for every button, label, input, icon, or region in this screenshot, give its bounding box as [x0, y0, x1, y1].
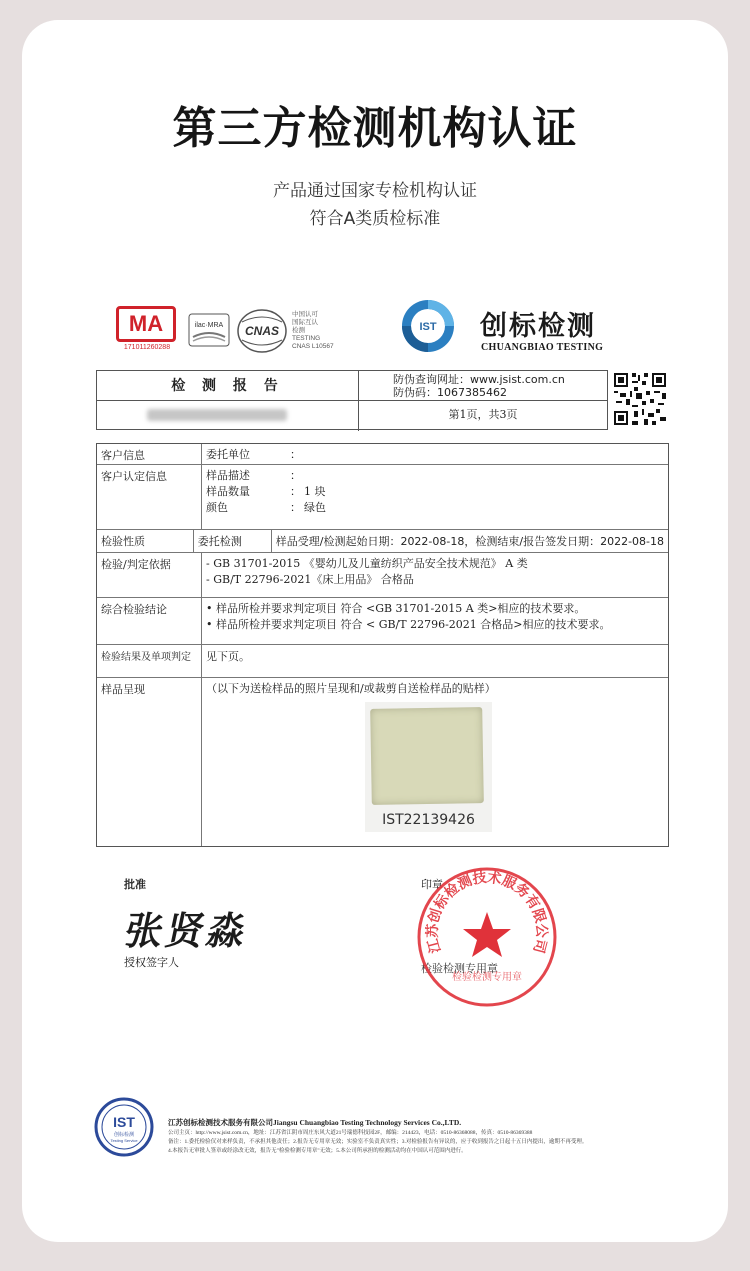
official-stamp: [412, 862, 562, 1012]
page-info: 第1页，共3页: [448, 408, 518, 421]
value-results: 见下页。: [206, 650, 250, 663]
footer-note1: 备注：1.委托检验仅对来样负责，不承担其他责任；2.报告无专用章无效；实验室不负责真实性；3.对检验报告有异议的，应于收到报告之日起十五日内提出，逾期不再受理。: [168, 1139, 588, 1145]
conclusion-line2: • 样品所检并要求判定项目 符合 < GB/T 22796-2021 合格品>相应的技术要求。: [206, 618, 611, 631]
label-sample-desc: 样品描述: [206, 469, 250, 482]
signatory-label: 授权签字人: [124, 956, 179, 969]
seal-bottom-label: 检验检测专用章: [421, 962, 498, 975]
seal-label: 印章: [421, 878, 443, 891]
sample-photo: [365, 702, 492, 832]
cnas-note: 中国认可 国际互认 检测 TESTING CNAS L10567: [292, 311, 334, 350]
star-icon: [463, 912, 511, 957]
basis-line2: - GB/T 22796-2021《床上用品》 合格品: [206, 573, 414, 586]
verify-code: 1067385462: [437, 386, 507, 399]
ist-footer-en: Testing Service: [110, 1138, 138, 1143]
value-color: 绿色: [304, 501, 326, 514]
label-basis: 检验/判定依据: [97, 553, 202, 597]
subtitle-line2: 符合A类质检标准: [309, 209, 441, 229]
subtitle-line1: 产品通过国家专检机构认证: [273, 181, 477, 201]
value-dates: 样品受理/检测起始日期：2022-08-18，检测结束/报告签发日期：2022-08-18: [275, 535, 664, 548]
row-conclusion: [97, 598, 668, 645]
label-color: 颜色: [206, 501, 228, 514]
ilac-mra-logo: [188, 313, 230, 347]
cma-logo: [116, 306, 178, 356]
ist-footer-logo: [94, 1097, 154, 1157]
cnas-text: CNAS: [244, 324, 280, 338]
verify-cell: [359, 371, 607, 401]
footer-company: 江苏创标检测技术服务有限公司Jiangsu Chuangbiao Testing Technology Services Co.,LTD.: [168, 1118, 462, 1127]
report-number-cell: [97, 401, 359, 431]
label-client-unit: 委托单位: [206, 448, 250, 461]
ist-brand-english: CHUANGBIAO TESTING: [481, 342, 604, 353]
page-title: 第三方检测机构认证: [172, 103, 578, 154]
verify-code-line: 防伪码：1067385462: [393, 386, 507, 399]
fabric-swatch: [370, 707, 484, 805]
footer-note2: 4.本报告无审批人签章或经涂改无效，报告无"检验检测专用章"无效；5.本公司所承担的检测活动均在中国认可范围内进行。: [168, 1148, 467, 1154]
value-inspection-nature: 委托检测: [194, 530, 272, 552]
label-results: 检验结果及单项判定: [97, 645, 202, 677]
ist-footer-text: IST: [113, 1114, 135, 1130]
ist-footer-sub: 创标检测: [113, 1132, 135, 1138]
cnas-logo: [236, 308, 288, 354]
report-header: [96, 370, 608, 430]
signature: 张贤淼: [120, 908, 254, 953]
value-sample-qty: 1 块: [304, 485, 326, 498]
label-sample: 样品呈现: [97, 678, 202, 846]
row-client-confirm: 客户认定信息 样品描述 ： 样品数量 ： 1 块 颜色 ： 绿色: [97, 465, 668, 530]
label-sample-qty: 样品数量: [206, 485, 250, 498]
ist-logo-icon: [400, 298, 456, 354]
row-basis: [97, 553, 668, 598]
svg-text:IST: IST: [419, 321, 437, 333]
verify-url: 防伪查询网址：www.jsist.com.cn: [393, 373, 565, 386]
qr-code-icon: [612, 371, 668, 427]
row-inspection-nature: [97, 530, 668, 553]
cma-number: 171011260288: [123, 344, 171, 351]
row-results: [97, 645, 668, 678]
footer-address: 公司主页：http://www.jsist.com.cn，地址：江苏省江阴市周庄东风大道21号瑞德科技园2F，邮编：214423，电话：0510-86368088，传真：0510-86369388: [168, 1130, 533, 1136]
label-conclusion: 综合检验结论: [97, 598, 202, 644]
label-client-info: 客户信息: [97, 444, 202, 464]
label-client-confirm: 客户认定信息: [97, 465, 202, 529]
approve-label: 批准: [124, 878, 146, 891]
sample-id: IST22139426: [382, 812, 475, 828]
stamp-subtext: 检验检测专用章: [452, 972, 522, 983]
conclusion-line1: • 样品所检并要求判定项目 符合 <GB 31701-2015 A 类>相应的技术要求。: [206, 602, 586, 615]
report-title: 检 测 报 告: [97, 371, 359, 401]
ilac-text: ilac·MRA: [194, 322, 224, 329]
sample-note: （以下为送检样品的照片呈现和/或裁剪自送检样品的贴样）: [206, 682, 496, 695]
label-inspection-nature: 检验性质: [97, 530, 194, 552]
redacted-report-number: [147, 409, 287, 421]
ist-brand-name: 创标检测: [480, 311, 596, 342]
basis-line1: - GB 31701-2015 《婴幼儿及儿童纺织产品安全技术规范》 A 类: [206, 557, 528, 570]
row-client-info: 客户信息 委托单位 ：: [97, 444, 668, 465]
cma-mark: MA: [116, 306, 176, 342]
stamp-text: 江苏创标检测技术服务有限公司: [424, 869, 550, 955]
